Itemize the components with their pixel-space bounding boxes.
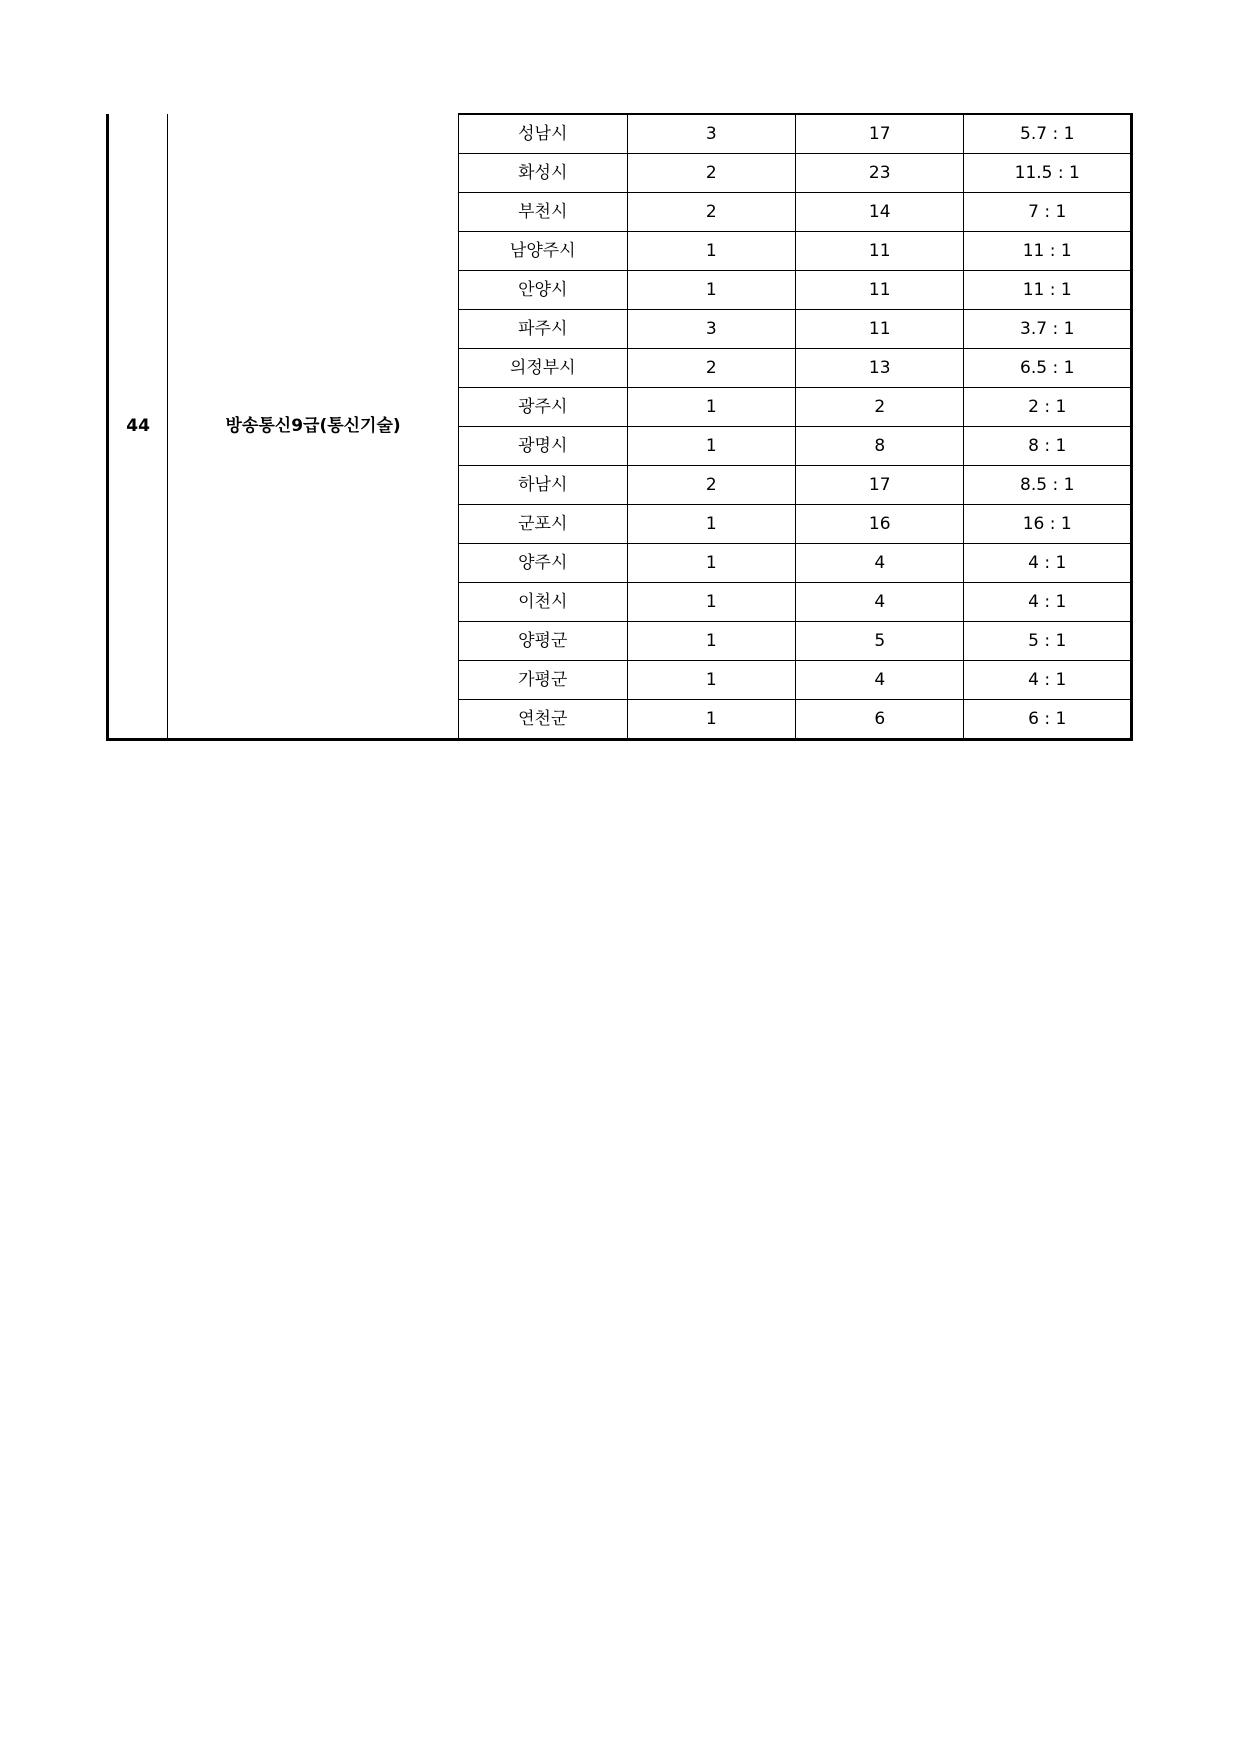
quota-cell: 2 — [627, 466, 795, 505]
applicants-cell: 17 — [795, 114, 963, 154]
quota-cell: 1 — [627, 583, 795, 622]
applicants-cell: 4 — [795, 661, 963, 700]
region-cell: 성남시 — [459, 114, 627, 154]
position-title-cell: 방송통신9급(통신기술) — [168, 114, 459, 740]
ratio-cell: 4 : 1 — [964, 661, 1132, 700]
ratio-cell: 8.5 : 1 — [964, 466, 1132, 505]
quota-cell: 1 — [627, 271, 795, 310]
ratio-cell: 16 : 1 — [964, 505, 1132, 544]
ratio-cell: 6.5 : 1 — [964, 349, 1132, 388]
applicants-cell: 23 — [795, 154, 963, 193]
region-cell: 화성시 — [459, 154, 627, 193]
applicants-cell: 4 — [795, 544, 963, 583]
ratio-cell: 8 : 1 — [964, 427, 1132, 466]
region-cell: 의정부시 — [459, 349, 627, 388]
applicants-cell: 11 — [795, 271, 963, 310]
ratio-cell: 3.7 : 1 — [964, 310, 1132, 349]
applicants-cell: 11 — [795, 310, 963, 349]
ratio-cell: 2 : 1 — [964, 388, 1132, 427]
quota-cell: 1 — [627, 544, 795, 583]
quota-cell: 2 — [627, 154, 795, 193]
quota-cell: 1 — [627, 232, 795, 271]
region-cell: 이천시 — [459, 583, 627, 622]
recruitment-competition-table — [106, 113, 1133, 741]
applicants-cell: 13 — [795, 349, 963, 388]
table-body — [108, 114, 1132, 740]
applicants-cell: 16 — [795, 505, 963, 544]
ratio-cell: 11 : 1 — [964, 271, 1132, 310]
quota-cell: 1 — [627, 661, 795, 700]
applicants-cell: 5 — [795, 622, 963, 661]
region-cell: 양평군 — [459, 622, 627, 661]
ratio-cell: 4 : 1 — [964, 583, 1132, 622]
region-cell: 광주시 — [459, 388, 627, 427]
ratio-cell: 5 : 1 — [964, 622, 1132, 661]
quota-cell: 3 — [627, 310, 795, 349]
region-cell: 양주시 — [459, 544, 627, 583]
ratio-cell: 11.5 : 1 — [964, 154, 1132, 193]
region-cell: 안양시 — [459, 271, 627, 310]
ratio-cell: 6 : 1 — [964, 700, 1132, 740]
ratio-cell: 5.7 : 1 — [964, 114, 1132, 154]
region-cell: 광명시 — [459, 427, 627, 466]
region-cell: 가평군 — [459, 661, 627, 700]
region-cell: 군포시 — [459, 505, 627, 544]
ratio-cell: 4 : 1 — [964, 544, 1132, 583]
quota-cell: 2 — [627, 349, 795, 388]
applicants-cell: 14 — [795, 193, 963, 232]
row-number-cell: 44 — [108, 114, 168, 740]
applicants-cell: 4 — [795, 583, 963, 622]
applicants-cell: 2 — [795, 388, 963, 427]
quota-cell: 1 — [627, 505, 795, 544]
region-cell: 파주시 — [459, 310, 627, 349]
quota-cell: 1 — [627, 700, 795, 740]
region-cell: 남양주시 — [459, 232, 627, 271]
region-cell: 부천시 — [459, 193, 627, 232]
ratio-cell: 7 : 1 — [964, 193, 1132, 232]
region-cell: 하남시 — [459, 466, 627, 505]
region-cell: 연천군 — [459, 700, 627, 740]
ratio-cell: 11 : 1 — [964, 232, 1132, 271]
applicants-cell: 6 — [795, 700, 963, 740]
quota-cell: 1 — [627, 388, 795, 427]
applicants-cell: 17 — [795, 466, 963, 505]
quota-cell: 3 — [627, 114, 795, 154]
applicants-cell: 11 — [795, 232, 963, 271]
quota-cell: 2 — [627, 193, 795, 232]
quota-cell: 1 — [627, 427, 795, 466]
applicants-cell: 8 — [795, 427, 963, 466]
quota-cell: 1 — [627, 622, 795, 661]
table-row — [108, 114, 1132, 154]
